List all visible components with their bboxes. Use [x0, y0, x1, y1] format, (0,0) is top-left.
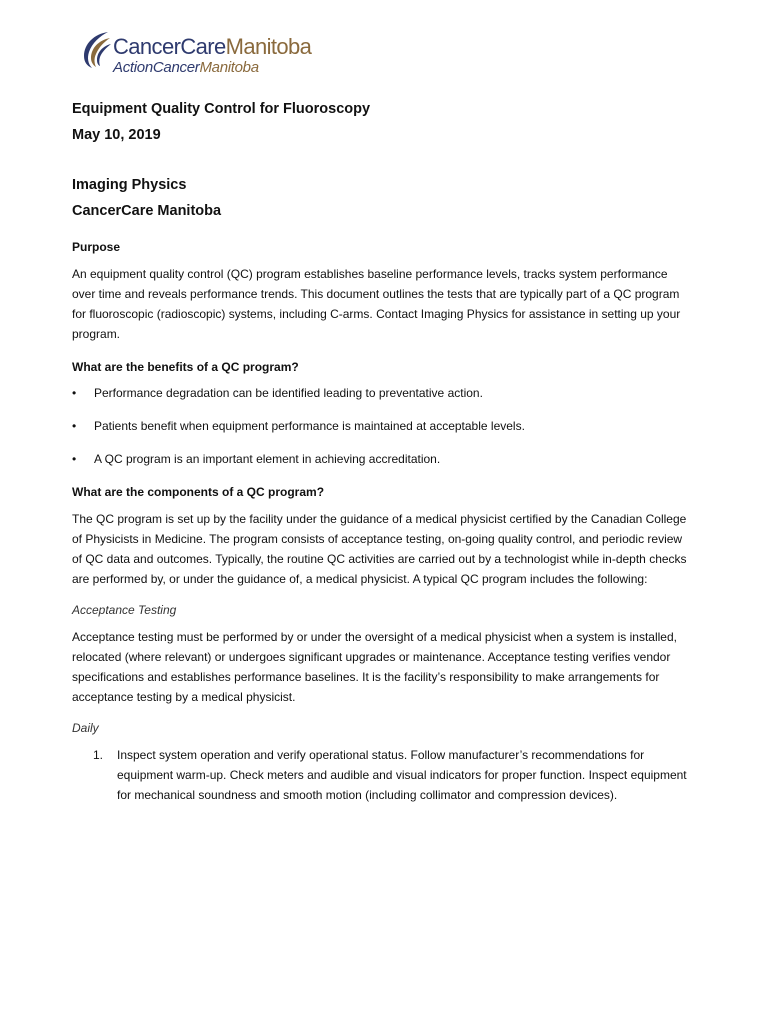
acceptance-text: Acceptance testing must be performed by or under the oversight of a medical physicist when a system is installed, relocated (where relevant) or undergoes significant upgrades or maintenance. Acceptance testing verifies vendor specifications and establishes performance baselines. It is the facility’s responsibility to make arrangements for acceptance testing by a medical physicist.: [72, 630, 677, 704]
benefits-heading: What are the benefits of a QC program?: [72, 360, 299, 374]
list-item: • A QC program is an important element in achieving accreditation.: [72, 452, 441, 466]
components-text: The QC program is set up by the facility under the guidance of a medical physicist certified by the Canadian College of Physicists in Medicine. The program consists of acceptance testing, on-going quality control, and periodic review of QC data and outcomes. Typically, the routine QC activities are carried out by a technologist while in-depth checks are performed by, or under the guidance of, a medical physicist. A typical QC program includes the following:: [72, 512, 687, 586]
step-text: Inspect system operation and verify operational status. Follow manufacturer’s recommendations for equipment warm-up. Check meters and audible and visual indicators for proper function. Inspect equipment for mechanical soundness and smooth motion (including collimator and compression devices).: [117, 748, 687, 802]
components-heading: What are the components of a QC program?: [72, 485, 325, 499]
document-title: Equipment Quality Control for Fluoroscopy: [72, 101, 371, 117]
department-name: Imaging Physics: [72, 177, 187, 193]
daily-list: [72, 745, 692, 805]
bullet-marker: •: [72, 419, 77, 433]
swoosh-logo-icon: [80, 30, 112, 70]
list-item: [72, 745, 692, 805]
logo-wordmark: CancerCareManitoba: [113, 34, 312, 59]
list-item: • Performance degradation can be identified leading to preventative action.: [72, 386, 483, 400]
purpose-text: An equipment quality control (QC) program establishes baseline performance levels, tracks system performance over time and reveals performance trends. This document outlines the tests that are typically part of a QC program for fluoroscopic (radioscopic) systems, including C-arms. Contact Imaging Physics for assistance in setting up your program.: [72, 267, 681, 341]
daily-heading: Daily: [72, 721, 99, 735]
step-number: 1.: [93, 748, 104, 762]
organization-name: CancerCare Manitoba: [72, 203, 222, 219]
logo-subtitle: ActionCancerManitoba: [113, 59, 259, 76]
list-item: • Patients benefit when equipment performance is maintained at acceptable levels.: [72, 419, 525, 433]
acceptance-heading: Acceptance Testing: [72, 603, 177, 617]
logo: [80, 28, 320, 80]
bullet-marker: •: [72, 386, 77, 400]
purpose-heading: Purpose: [72, 240, 121, 254]
bullet-marker: •: [72, 452, 77, 466]
document-body: [72, 96, 692, 805]
document-date: May 10, 2019: [72, 127, 161, 143]
benefits-list: [72, 384, 692, 468]
